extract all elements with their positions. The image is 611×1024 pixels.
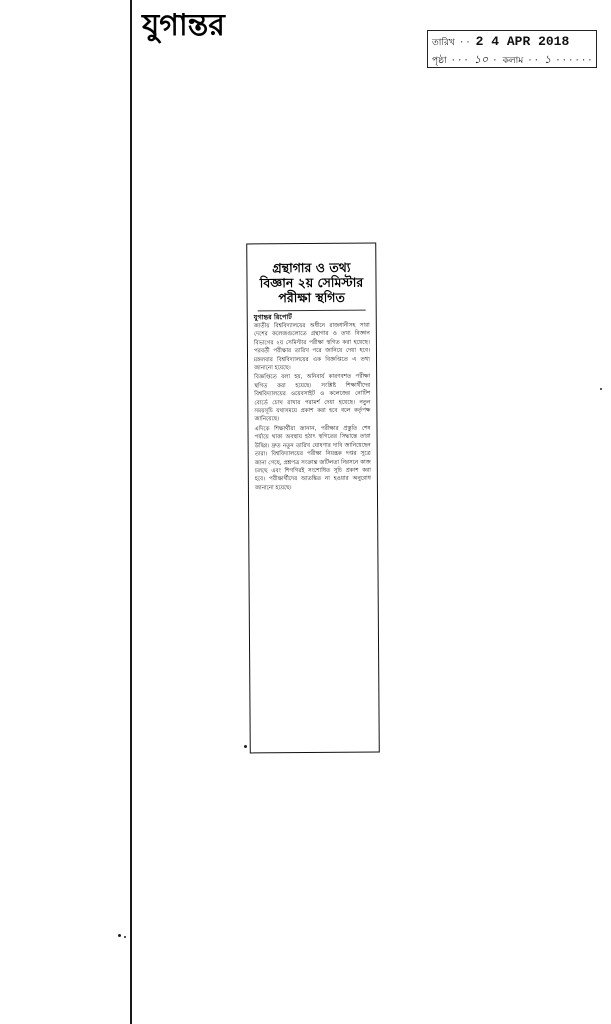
stamp-page-value: ১০: [473, 53, 489, 66]
headline-divider: [258, 310, 366, 312]
news-clipping: [246, 243, 380, 754]
newspaper-masthead: যুগান্তর: [142, 8, 225, 43]
stamp-page-row: পৃষ্ঠা ··· ১০ · কলাম ·· ১ ······: [432, 51, 594, 70]
scan-speck: [244, 745, 247, 748]
scan-speck: [600, 388, 602, 390]
scan-speck: [118, 934, 121, 937]
article-headline: [253, 260, 369, 306]
stamp-column-value: ১: [544, 53, 552, 66]
scan-speck: [124, 936, 126, 938]
article-paragraph: বিজ্ঞপ্তিতে বলা হয়, অনিবার্য কারণবশত পরীক্ষা স্থগিত করা হয়েছে। সংশ্লিষ্ট শিক্ষার্থীদের বিশ্ববিদ্যালয়ের ওয়েবসাইট ও কলেজের নোটিশ বোর্ডে চোখ রাখার পরামর্শ দেয়া হয়েছে। নতুন সময়সূচি যথাসময়ে প্রকাশ করা হবে বলে কর্তৃপক্ষ জানিয়েছে।: [254, 374, 371, 423]
stamp-page-label: পৃষ্ঠা: [432, 56, 447, 66]
stamp-date-value: 2 4 APR 2018: [475, 34, 570, 49]
headline-line: গ্রন্থাগার ও তথ্য: [272, 259, 351, 276]
article-byline: যুগান্তর রিপোর্ট: [253, 313, 292, 322]
stamp-date-label: তারিখ: [432, 38, 455, 48]
article-paragraph: জাতীয় বিশ্ববিদ্যালয়ের অধীনে রাজধানীসহ সারা দেশের কলেজগুলোতে গ্রন্থাগার ও তথ্য বিজ্ঞান বিভাগের ২য় সেমিস্টার পরীক্ষা স্থগিত করা হয়েছে। পরবর্তী পরীক্ষার তারিখ পরে জানিয়ে দেয়া হবে। মঙ্গলবার বিশ্ববিদ্যালয়ের এক বিজ্ঞপ্তিতে এ তথ্য জানানো হয়েছে।: [253, 322, 371, 372]
clipping-date-stamp: [427, 30, 597, 68]
stamp-date-row: তারিখ ·· 2 4 APR 2018: [432, 34, 570, 49]
article-body: [254, 322, 371, 494]
margin-line: [130, 0, 132, 1024]
article-paragraph: এদিকে শিক্ষার্থীরা জানান, পরীক্ষার প্রস্তুতি শেষ পর্যায়ে থাকা অবস্থায় হঠাৎ স্থগিতের সিদ্ধান্তে তারা উদ্বিগ্ন। দ্রুত নতুন তারিখ ঘোষণার দাবি জানিয়েছেন তারা। বিশ্ববিদ্যালয়ের পরীক্ষা নিয়ন্ত্রক দপ্তর সূত্রে জানা গেছে, প্রশ্নপত্র সংক্রান্ত জটিলতা নিরসনে কাজ চলছে এবং শিগগিরই সংশোধিত সূচি প্রকাশ করা হবে। পরীক্ষার্থীদের আতঙ্কিত না হওয়ার অনুরোধ জানানো হয়েছে।: [254, 425, 371, 492]
stamp-column-label: কলাম: [502, 56, 524, 66]
headline-line: বিজ্ঞান ২য় সেমিস্টার: [259, 274, 364, 291]
headline-line: পরীক্ষা স্থগিত: [278, 289, 345, 306]
